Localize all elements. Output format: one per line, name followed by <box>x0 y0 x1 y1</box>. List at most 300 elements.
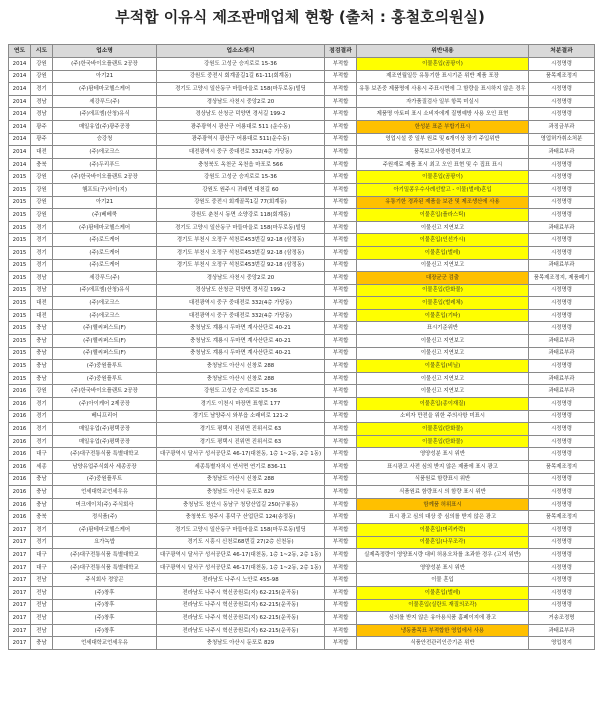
table-row <box>9 435 595 448</box>
cell-action: 시정명령 <box>529 209 595 222</box>
cell-result: 부적합 <box>325 448 357 461</box>
table-row <box>9 95 595 108</box>
cell-violation: 이물혼입(나무조각) <box>357 536 529 549</box>
cell-business: 햄프트(구)사이(지) <box>53 183 157 196</box>
cell-region: 강원 <box>31 385 53 398</box>
cell-business: 매일유업(주)평택공장 <box>53 435 157 448</box>
cell-violation: 이물혼입(벌레) <box>357 586 529 599</box>
cell-result: 부적합 <box>325 398 357 411</box>
cell-violation: 이물신고 지연보고 <box>357 335 529 348</box>
cell-business: (주)창후 <box>53 599 157 612</box>
cell-violation: 이물혼입(탄화물) <box>357 423 529 436</box>
cell-business: 베니프리어 <box>53 410 157 423</box>
cell-address: 강원도 고성군 승지로로 15-36 <box>157 58 325 71</box>
table-row <box>9 58 595 71</box>
table-row <box>9 297 595 310</box>
cell-address: 강원도 고성군 승지로로 15-36 <box>157 171 325 184</box>
cell-region: 대전 <box>31 297 53 310</box>
table-row <box>9 284 595 297</box>
cell-action: 시정명령 <box>529 171 595 184</box>
cell-region: 경기 <box>31 423 53 436</box>
cell-action: 과태료부과 <box>529 335 595 348</box>
cell-action: 시정명령 <box>529 297 595 310</box>
cell-violation: 이물혼입(벌레체) <box>357 297 529 310</box>
cell-address: 강원도 중전시 회계골길1길 61-11(회계동) <box>157 70 325 83</box>
cell-year: 2015 <box>9 372 31 385</box>
cell-result: 부적합 <box>325 536 357 549</box>
cell-violation: 실제측정량이 영양표시량 대비 허용오차를 초과한 경우 (고지 위반) <box>357 549 529 562</box>
cell-result: 부적합 <box>325 83 357 96</box>
cell-region: 경기 <box>31 259 53 272</box>
cell-business: (주)팜테마코헬스케어 <box>53 221 157 234</box>
cell-action: 시정명령 <box>529 234 595 247</box>
cell-year: 2015 <box>9 272 31 285</box>
cell-action: 시정명령 <box>529 473 595 486</box>
cell-year: 2015 <box>9 246 31 259</box>
cell-result: 부적합 <box>325 549 357 562</box>
cell-action: 시정명령 <box>529 158 595 171</box>
cell-region: 경기 <box>31 398 53 411</box>
cell-result: 부적합 <box>325 108 357 121</box>
cell-result: 부적합 <box>325 171 357 184</box>
cell-result: 부적합 <box>325 435 357 448</box>
cell-region: 충북 <box>31 511 53 524</box>
table-row <box>9 234 595 247</box>
cell-year: 2015 <box>9 309 31 322</box>
table-row <box>9 423 595 436</box>
cell-violation: 이물혼입(종이재질) <box>357 398 529 411</box>
table-row <box>9 309 595 322</box>
cell-business: (주)로드케어 <box>53 259 157 272</box>
cell-action: 시정명령 <box>529 83 595 96</box>
cell-violation: 영양성분 표시 위반 <box>357 561 529 574</box>
table-row <box>9 549 595 562</box>
cell-action: 과태료부과 <box>529 347 595 360</box>
cell-business: (주)대구전통식품 특별대학교 <box>53 561 157 574</box>
cell-address: 충청북도 옥천군 옥천읍 마포로 566 <box>157 158 325 171</box>
cell-year: 2017 <box>9 549 31 562</box>
cell-address: 강원도 고성군 승지로로 15-36 <box>157 385 325 398</box>
cell-action: 영업정지 <box>529 637 595 650</box>
cell-region: 경기 <box>31 246 53 259</box>
cell-year: 2016 <box>9 486 31 499</box>
cell-region: 광주 <box>31 120 53 133</box>
header-year: 연도 <box>9 45 31 58</box>
cell-address: 경기도 고양시 일산동구 마들마을로 158(마두로동)빌딩 <box>157 221 325 234</box>
table-row <box>9 196 595 209</box>
cell-violation: 이물혼입(곰팡이) <box>357 171 529 184</box>
table-row <box>9 461 595 474</box>
cell-year: 2014 <box>9 120 31 133</box>
cell-action: 과태료부과 <box>529 146 595 159</box>
cell-region: 대전 <box>31 146 53 159</box>
cell-result: 부적합 <box>325 158 357 171</box>
table-row <box>9 473 595 486</box>
cell-business: (주)헬씨퍼스트(F) <box>53 347 157 360</box>
cell-business: 정식품(주) <box>53 511 157 524</box>
cell-region: 대전 <box>31 309 53 322</box>
cell-business: (주)에프엠(산청)유식 <box>53 284 157 297</box>
cell-action: 시정명령 <box>529 284 595 297</box>
cell-violation: 이물신고 지연보고 <box>357 385 529 398</box>
cell-result: 부적합 <box>325 523 357 536</box>
cell-violation: 이물신고 지연보고 <box>357 221 529 234</box>
table-row <box>9 108 595 121</box>
cell-address: 경기도 부천시 오정구 석천로453번길 92-18 (삼정동) <box>157 259 325 272</box>
cell-action: 시정명령 <box>529 549 595 562</box>
table-row <box>9 410 595 423</box>
violations-table <box>8 44 595 650</box>
cell-action: 시정명령 <box>529 95 595 108</box>
cell-action: 시정명령 <box>529 108 595 121</box>
cell-region: 충남 <box>31 347 53 360</box>
table-row <box>9 486 595 499</box>
cell-violation: 대장균군 검출 <box>357 272 529 285</box>
cell-violation: 이물혼입(탄화물) <box>357 435 529 448</box>
cell-action: 시정명령 <box>529 246 595 259</box>
cell-violation: 품목보고사항변경미보고 <box>357 146 529 159</box>
cell-region: 충남 <box>31 335 53 348</box>
cell-region: 전남 <box>31 586 53 599</box>
cell-action: 시정명령 <box>529 183 595 196</box>
cell-action: 시정명령 <box>529 435 595 448</box>
cell-address: 대전광역시 중구 중대전로 332(4층 가당동) <box>157 297 325 310</box>
cell-year: 2015 <box>9 221 31 234</box>
cell-action: 시정명령 <box>529 574 595 587</box>
table-row <box>9 70 595 83</box>
cell-business: (주)에코크스 <box>53 309 157 322</box>
table-row <box>9 511 595 524</box>
cell-address: 충청남도 계룡시 두마면 계사산단로 40-21 <box>157 322 325 335</box>
cell-result: 부적합 <box>325 259 357 272</box>
table-row <box>9 83 595 96</box>
cell-year: 2016 <box>9 398 31 411</box>
cell-address: 경기도 고양시 일산동구 마들마을로 158(마두로동)빌딩 <box>157 523 325 536</box>
cell-business: (주)한국바이오플랜트 2공장 <box>53 171 157 184</box>
cell-action: 시정명령 <box>529 536 595 549</box>
cell-region: 충남 <box>31 360 53 373</box>
cell-year: 2017 <box>9 561 31 574</box>
cell-action: 시정명령 <box>529 58 595 71</box>
cell-result: 부적합 <box>325 183 357 196</box>
cell-business: (주)에코크스 <box>53 297 157 310</box>
cell-region: 경기 <box>31 221 53 234</box>
table-row <box>9 221 595 234</box>
cell-action: 시정명령 <box>529 448 595 461</box>
cell-violation: 식품안전관리인증기준 위반 <box>357 637 529 650</box>
cell-result: 부적합 <box>325 410 357 423</box>
cell-year: 2014 <box>9 146 31 159</box>
table-row <box>9 574 595 587</box>
cell-region: 충남 <box>31 498 53 511</box>
cell-business: (주)에프엠(산청)유식 <box>53 108 157 121</box>
cell-year: 2017 <box>9 536 31 549</box>
cell-result: 부적합 <box>325 246 357 259</box>
cell-region: 경남 <box>31 108 53 121</box>
table-row <box>9 183 595 196</box>
cell-action: 거송조정명 <box>529 612 595 625</box>
cell-region: 충남 <box>31 322 53 335</box>
cell-business: (주)팜테마코헬스케어 <box>53 523 157 536</box>
cell-violation: 심의를 받지 않은 유아용식품 홈페이지에 광고 <box>357 612 529 625</box>
cell-business: 아기21 <box>53 70 157 83</box>
cell-address: 경상남도 산청군 덕양면 경서길 199-2 <box>157 108 325 121</box>
cell-year: 2014 <box>9 95 31 108</box>
cell-result: 부적합 <box>325 561 357 574</box>
cell-business: 매일유업(주)평택공장 <box>53 423 157 436</box>
cell-address: 경기도 고양시 일산동구 마들마을로 158(마두로동)빌딩 <box>157 83 325 96</box>
cell-action: 시정명령 <box>529 309 595 322</box>
cell-result: 부적합 <box>325 120 357 133</box>
cell-year: 2015 <box>9 322 31 335</box>
cell-result: 부적합 <box>325 599 357 612</box>
cell-year: 2014 <box>9 133 31 146</box>
cell-region: 경기 <box>31 410 53 423</box>
cell-year: 2017 <box>9 599 31 612</box>
cell-region: 강원 <box>31 196 53 209</box>
cell-address: 충청남도 아산시 둔포로 829 <box>157 486 325 499</box>
cell-address: 강원도 원주시 귀래면 대천길 60 <box>157 183 325 196</box>
cell-action: 시정명령 <box>529 561 595 574</box>
cell-action: 시정명령 <box>529 410 595 423</box>
cell-year: 2014 <box>9 83 31 96</box>
cell-result: 부적합 <box>325 209 357 222</box>
cell-address: 대구광역시 달서구 성서공단로 46-17(대천동, 1층 1~2동, 2층 1동) <box>157 448 325 461</box>
cell-address: 전라남도 나주시 노안로 455-98 <box>157 574 325 587</box>
cell-region: 강원 <box>31 70 53 83</box>
cell-violation: 이물신고 지연보고 <box>357 259 529 272</box>
cell-year: 2015 <box>9 183 31 196</box>
cell-violation: 이물신고 지연보고 <box>357 347 529 360</box>
cell-action: 과태료부과 <box>529 385 595 398</box>
cell-region: 대구 <box>31 549 53 562</box>
cell-region: 경기 <box>31 83 53 96</box>
cell-address: 대전광역시 중구 중대전로 332(4층 가당동) <box>157 309 325 322</box>
cell-address: 광주광역시 광산구 어룡대로 511 (운수동) <box>157 120 325 133</box>
cell-action: 과태료부과 <box>529 259 595 272</box>
cell-region: 전남 <box>31 624 53 637</box>
table-row <box>9 398 595 411</box>
cell-year: 2015 <box>9 234 31 247</box>
cell-address: 대전광역시 중구 중대전로 332(4층 가당동) <box>157 146 325 159</box>
cell-region: 강원 <box>31 58 53 71</box>
header-region: 시도 <box>31 45 53 58</box>
cell-violation: 이물혼입(비닐) <box>357 360 529 373</box>
header-violation: 위반내용 <box>357 45 529 58</box>
cell-year: 2017 <box>9 624 31 637</box>
cell-address: 세종특별자치시 연서면 연기로 836-11 <box>157 461 325 474</box>
cell-action: 시정명령 <box>529 196 595 209</box>
cell-action: 영업허가취소처분 <box>529 133 595 146</box>
table-row <box>9 360 595 373</box>
cell-action: 시정명령 <box>529 398 595 411</box>
cell-address: 경상남도 사천시 중앙2로 20 <box>157 95 325 108</box>
cell-violation: 이물혼입(인선가시) <box>357 234 529 247</box>
cell-result: 부적합 <box>325 574 357 587</box>
cell-result: 부적합 <box>325 146 357 159</box>
cell-business: (주)중원플루트 <box>53 372 157 385</box>
cell-region: 경남 <box>31 284 53 297</box>
cell-year: 2015 <box>9 284 31 297</box>
cell-address: 경기도 평택시 진위면 진위서로 63 <box>157 423 325 436</box>
cell-year: 2016 <box>9 435 31 448</box>
cell-violation: 유통기한 경과된 제품을 보관 및 제조생산에 사용 <box>357 196 529 209</box>
table-row <box>9 322 595 335</box>
cell-violation: 이물신고 지연보고 <box>357 372 529 385</box>
cell-business: (주)두리푸드 <box>53 158 157 171</box>
table-row <box>9 246 595 259</box>
table-header-row <box>9 45 595 58</box>
cell-region: 경기 <box>31 523 53 536</box>
cell-region: 충남 <box>31 372 53 385</box>
cell-violation: 영양성분 표시 위반 <box>357 448 529 461</box>
cell-year: 2014 <box>9 108 31 121</box>
cell-action: 시정명령 <box>529 486 595 499</box>
cell-result: 부적합 <box>325 95 357 108</box>
cell-violation: 소비자 만전을 위한 주의사항 미표시 <box>357 410 529 423</box>
cell-year: 2017 <box>9 612 31 625</box>
cell-result: 부적합 <box>325 473 357 486</box>
cell-address: 경기도 평택시 진위면 진위서로 63 <box>157 435 325 448</box>
cell-violation: 제조연월일등 유통기한 표시기준 위반 제품 포장 <box>357 70 529 83</box>
cell-result: 부적합 <box>325 624 357 637</box>
cell-year: 2014 <box>9 158 31 171</box>
cell-business: 주식회사 정앙곤 <box>53 574 157 587</box>
cell-result: 부적합 <box>325 498 357 511</box>
cell-business: (주)로드케어 <box>53 246 157 259</box>
cell-region: 광주 <box>31 133 53 146</box>
cell-violation: 제품명 아토피 표시 소비자에게 질병예방 사용 오인 표현 <box>357 108 529 121</box>
cell-business: (주)대구전통식품 특별대학교 <box>53 448 157 461</box>
cell-address: 충청남도 아산시 신창로 288 <box>157 473 325 486</box>
cell-region: 강원 <box>31 183 53 196</box>
cell-address: 대구광역시 달서구 성서공단로 46-17(대천동, 1층 1~2동, 2층 1동) <box>157 561 325 574</box>
table-row <box>9 498 595 511</box>
cell-business: (주)중원플루트 <box>53 360 157 373</box>
cell-region: 전남 <box>31 599 53 612</box>
table-row <box>9 133 595 146</box>
cell-year: 2017 <box>9 523 31 536</box>
cell-region: 충북 <box>31 158 53 171</box>
document-title: 부적합 이유식 제조판매업체 현황 (출처 : 홍철호의원실) <box>115 8 485 26</box>
cell-violation: 이물혼입(탄화물) <box>357 284 529 297</box>
cell-region: 충남 <box>31 473 53 486</box>
cell-address: 충청남도 아산시 둔포로 829 <box>157 637 325 650</box>
cell-address: 경기도 시흥시 신천로68번길 27(2층 신천동) <box>157 536 325 549</box>
cell-business: 머크에이치(주) 주식회사 <box>53 498 157 511</box>
cell-region: 경기 <box>31 234 53 247</box>
cell-address: 전라남도 나주시 혁신공원로(지) 62-215(운곡동) <box>157 586 325 599</box>
cell-address: 충청남도 천안시 동남구 청당산업길 250(구룡동) <box>157 498 325 511</box>
cell-business: (주)아이케어 2제공장 <box>53 398 157 411</box>
cell-business: (주)창후 <box>53 612 157 625</box>
table-row <box>9 561 595 574</box>
cell-violation: 자가품질검사 일부 항목 미실시 <box>357 95 529 108</box>
cell-address: 강원도 중전시 회계골목1길 77(회계동) <box>157 196 325 209</box>
cell-year: 2016 <box>9 448 31 461</box>
table-row <box>9 637 595 650</box>
table-row <box>9 120 595 133</box>
header-result: 점검결과 <box>325 45 357 58</box>
cell-result: 부적합 <box>325 196 357 209</box>
cell-address: 대구광역시 달서구 성서공단로 46-17(대천동, 1층 1~2동, 2층 1동) <box>157 549 325 562</box>
cell-violation: 이물혼입(실란트 재질의조각) <box>357 599 529 612</box>
cell-business: (주)창후 <box>53 586 157 599</box>
cell-action: 품목제조정지 <box>529 511 595 524</box>
table-row <box>9 335 595 348</box>
cell-region: 전남 <box>31 574 53 587</box>
cell-year: 2015 <box>9 171 31 184</box>
cell-result: 부적합 <box>325 234 357 247</box>
cell-year: 2016 <box>9 511 31 524</box>
table-row <box>9 372 595 385</box>
cell-violation: 주원재료 제품 표시 최고 오인 표현 및 수 집표 표시 <box>357 158 529 171</box>
cell-address: 충청남도 계룡시 두마면 계사산단로 40-21 <box>157 335 325 348</box>
cell-violation: 이물혼입(플라스틱) <box>357 209 529 222</box>
cell-address: 전라남도 나주시 혁신공원로(지) 62-215(운곡동) <box>157 624 325 637</box>
cell-year: 2016 <box>9 423 31 436</box>
cell-region: 전남 <box>31 612 53 625</box>
cell-address: 광주광역시 광산구 어룡대로 511(운수동) <box>157 133 325 146</box>
cell-result: 부적합 <box>325 309 357 322</box>
cell-violation: 유통 보존중 제품명에 사용시 주표시면에 그 함량을 표시하지 않은 경우 <box>357 83 529 96</box>
cell-region: 강원 <box>31 171 53 184</box>
cell-year: 2017 <box>9 574 31 587</box>
cell-year: 2017 <box>9 637 31 650</box>
cell-year: 2017 <box>9 586 31 599</box>
cell-region: 경남 <box>31 95 53 108</box>
cell-business: 세강푸드(주) <box>53 95 157 108</box>
table-row <box>9 624 595 637</box>
cell-year: 2015 <box>9 335 31 348</box>
cell-action: 과징금부과 <box>529 120 595 133</box>
cell-business: (주)한국바이오플랜트 2공장 <box>53 385 157 398</box>
cell-year: 2015 <box>9 196 31 209</box>
cell-action: 시정명령 <box>529 423 595 436</box>
table-row <box>9 158 595 171</box>
cell-violation: 표시광고 사전 심의 받지 않은 제품에 표시 광고 <box>357 461 529 474</box>
cell-violation: 표시기준위반 <box>357 322 529 335</box>
cell-action: 시정명령 <box>529 599 595 612</box>
cell-result: 부적합 <box>325 335 357 348</box>
cell-address: 충청남도 계룡시 두마면 계사산단로 40-21 <box>157 347 325 360</box>
cell-result: 부적합 <box>325 297 357 310</box>
cell-address: 경상남도 산청군 덕양면 경서길 199-2 <box>157 284 325 297</box>
cell-result: 부적합 <box>325 461 357 474</box>
table-row <box>9 171 595 184</box>
cell-year: 2016 <box>9 385 31 398</box>
cell-region: 대구 <box>31 561 53 574</box>
cell-business: (주)에코크스 <box>53 146 157 159</box>
cell-action: 품목제조정지 <box>529 461 595 474</box>
cell-result: 부적합 <box>325 322 357 335</box>
cell-year: 2015 <box>9 360 31 373</box>
cell-region: 경기 <box>31 536 53 549</box>
cell-region: 강원 <box>31 209 53 222</box>
table-row <box>9 523 595 536</box>
table-row <box>9 448 595 461</box>
cell-action: 시정명령 <box>529 360 595 373</box>
header-business: 업소명 <box>53 45 157 58</box>
cell-business: (주)한국바이오플랜트 2공장 <box>53 58 157 71</box>
cell-result: 부적합 <box>325 58 357 71</box>
cell-business: 매일유업(주)광주공장 <box>53 120 157 133</box>
table-row <box>9 599 595 612</box>
cell-address: 충청남도 아산시 신창로 288 <box>157 360 325 373</box>
cell-region: 경기 <box>31 435 53 448</box>
cell-result: 부적합 <box>325 272 357 285</box>
cell-business: (주)헬씨퍼스트(F) <box>53 322 157 335</box>
